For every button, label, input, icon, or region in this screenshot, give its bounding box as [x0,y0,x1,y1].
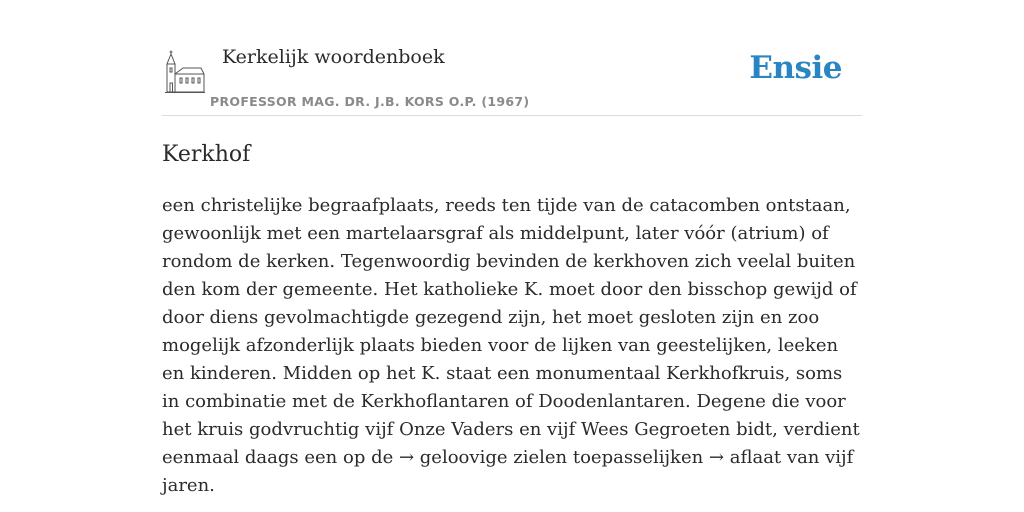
entry-text: toepasselijken [567,447,709,468]
entry-body [162,192,862,500]
brand-logo[interactable]: Ensie [749,50,842,86]
entry-text: van vijf jaren. [162,447,854,496]
entry-title: Kerkhof [162,142,251,167]
link-aflaat[interactable]: → aflaat [708,447,782,468]
link-geloovige-zielen[interactable]: → geloovige zielen [398,447,568,468]
church-icon [164,50,206,94]
entry-text: een christelijke begraafplaats, reeds ten tijde van de catacomben ontstaan, gewoonlijk met een martelaarsgraf als middelpunt, later vóór (atrium) of rondom de kerken. Tegenwoordig bevinden de kerkhoven zich veelal buiten den kom der gemeente. Het katholieke K. moet door den bisschop gewijd of door diens gevolmachtigde gezegend zijn, het moet gesloten zijn en zoo mogelijk afzonderlijk plaats bieden voor de lijken van geestelijken, leeken en kinderen. Midden op het K. staat een monumentaal Kerkhofkruis, soms in combinatie met de Kerkhoflantaren of Doodenlantaren. Degene die voor het kruis godvruchtig vijf Onze Vaders en vijf Wees Gegroeten bidt, verdient eenmaal daags een op de [162,195,860,468]
header [162,40,862,116]
book-author[interactable]: PROFESSOR MAG. DR. J.B. KORS O.P. (1967) [210,94,530,109]
book-title[interactable]: Kerkelijk woordenboek [222,46,445,68]
entry-card [162,40,862,500]
